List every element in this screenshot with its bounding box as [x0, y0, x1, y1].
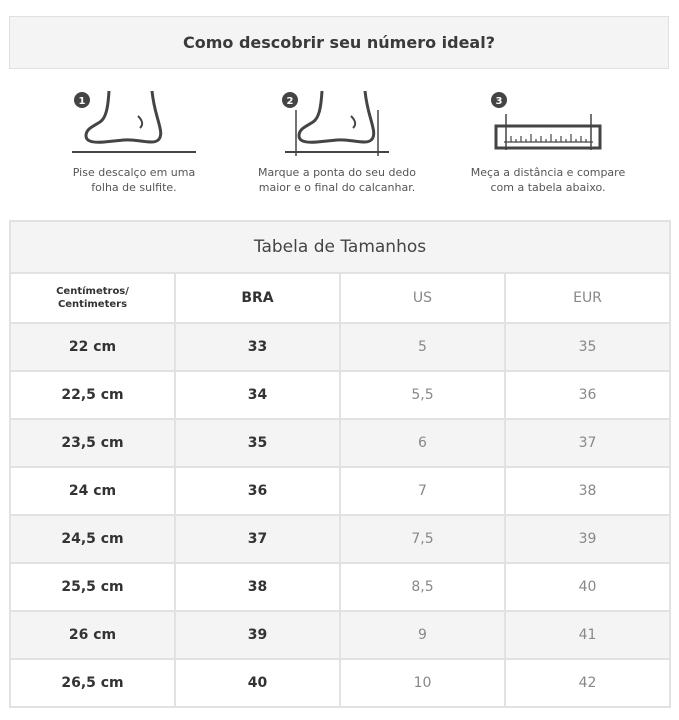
table-row	[10, 611, 670, 659]
step-3-text-line1: Meça a distância e compare	[470, 166, 626, 179]
ruler-icon	[448, 88, 648, 158]
step-1	[34, 88, 234, 195]
cell-cm: 24,5 cm	[10, 515, 175, 563]
cell-us: 6	[340, 419, 505, 467]
cell-us: 7,5	[340, 515, 505, 563]
cell-bra: 36	[175, 467, 340, 515]
step-3-number: 3	[495, 96, 503, 107]
step-2-number: 2	[286, 96, 294, 107]
cell-bra: 38	[175, 563, 340, 611]
header-eur: EUR	[505, 273, 670, 323]
cell-cm: 24 cm	[10, 467, 175, 515]
table-row	[10, 467, 670, 515]
step-3-text-line2: com a tabela abaixo.	[490, 181, 606, 194]
cell-eur: 38	[505, 467, 670, 515]
step-1-text-line1: Pise descalço em uma	[72, 166, 196, 179]
table-row	[10, 659, 670, 707]
cell-us: 7	[340, 467, 505, 515]
cell-us: 8,5	[340, 563, 505, 611]
cell-eur: 40	[505, 563, 670, 611]
cell-bra: 35	[175, 419, 340, 467]
foot-marking-icon	[237, 88, 437, 158]
cell-eur: 41	[505, 611, 670, 659]
header-cm	[10, 273, 175, 323]
cell-bra: 37	[175, 515, 340, 563]
guide-header	[9, 16, 669, 69]
cell-bra: 40	[175, 659, 340, 707]
step-2-text-line1: Marque a ponta do seu dedo	[258, 166, 416, 179]
cell-eur: 39	[505, 515, 670, 563]
cell-eur: 42	[505, 659, 670, 707]
cell-us: 9	[340, 611, 505, 659]
cell-eur: 36	[505, 371, 670, 419]
foot-on-paper-icon	[34, 88, 234, 158]
header-row	[10, 273, 670, 323]
cell-cm: 26,5 cm	[10, 659, 175, 707]
cell-cm: 22,5 cm	[10, 371, 175, 419]
cell-cm: 25,5 cm	[10, 563, 175, 611]
cell-bra: 34	[175, 371, 340, 419]
cell-us: 5,5	[340, 371, 505, 419]
step-2-text-line2: maior e o final do calcanhar.	[258, 181, 416, 194]
size-table	[9, 220, 671, 708]
header-us: US	[340, 273, 505, 323]
cell-us: 10	[340, 659, 505, 707]
table-row	[10, 419, 670, 467]
header-cm-line1: Centímetros/	[56, 286, 129, 297]
step-1-number: 1	[78, 96, 86, 107]
cell-cm: 22 cm	[10, 323, 175, 371]
table-row	[10, 323, 670, 371]
step-3	[448, 88, 648, 195]
header-cm-line2: Centimeters	[57, 299, 128, 310]
cell-cm: 26 cm	[10, 611, 175, 659]
cell-bra: 39	[175, 611, 340, 659]
step-2	[237, 88, 437, 195]
table-row	[10, 371, 670, 419]
cell-eur: 35	[505, 323, 670, 371]
cell-eur: 37	[505, 419, 670, 467]
cell-us: 5	[340, 323, 505, 371]
cell-bra: 33	[175, 323, 340, 371]
table-row	[10, 563, 670, 611]
step-1-text-line2: folha de sulfite.	[91, 181, 177, 194]
table-title: Tabela de Tamanhos	[10, 221, 670, 273]
guide-title: Como descobrir seu número ideal?	[182, 33, 495, 52]
table-row	[10, 515, 670, 563]
cell-cm: 23,5 cm	[10, 419, 175, 467]
header-bra: BRA	[175, 273, 340, 323]
